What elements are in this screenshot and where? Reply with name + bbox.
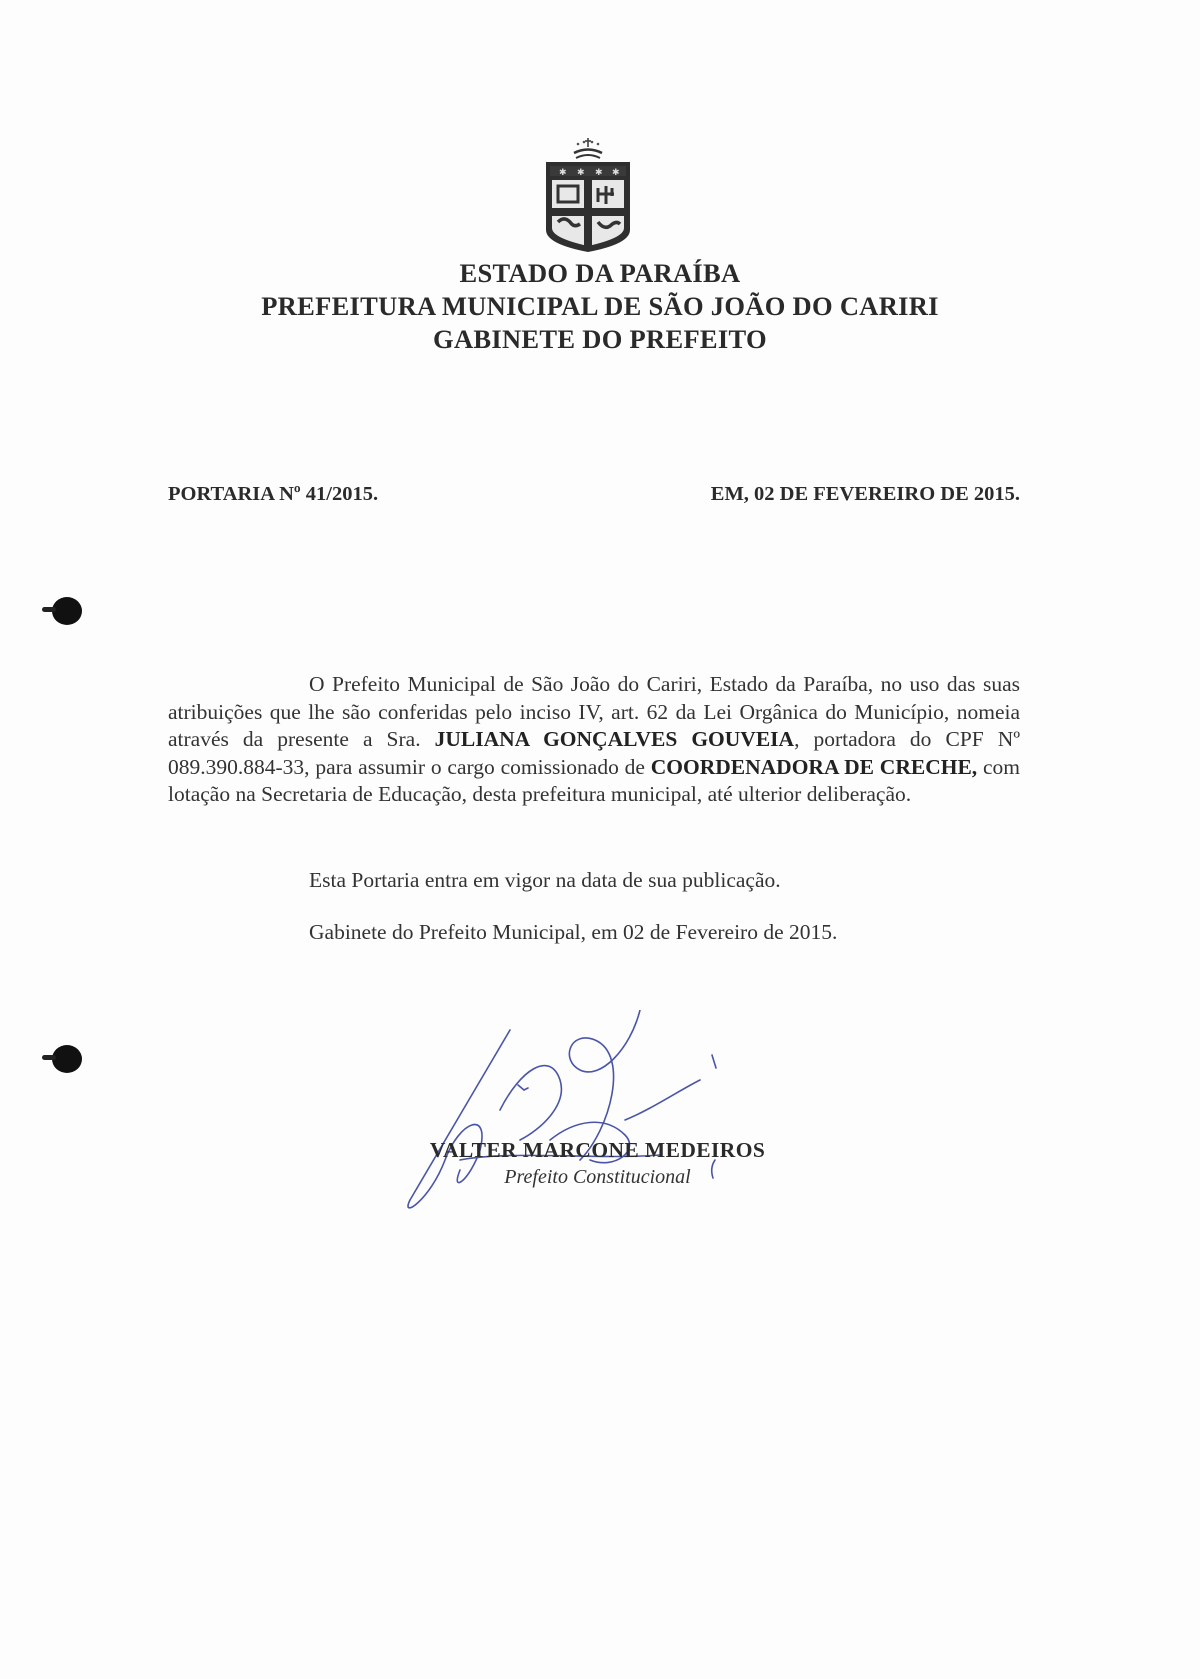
signatory-title: Prefeito Constitucional (504, 1166, 691, 1188)
appointed-role: COORDENADORA DE CRECHE, (650, 754, 978, 779)
header-municipality: PREFEITURA MUNICIPAL DE SÃO JOÃO DO CARIRI (261, 291, 939, 321)
portaria-number: PORTARIA Nº 41/2015. (168, 483, 379, 505)
document-header (0, 257, 1200, 356)
svg-text:✱: ✱ (595, 168, 603, 178)
svg-text:✱: ✱ (577, 168, 585, 178)
portaria-date: EM, 02 DE FEVEREIRO DE 2015. (710, 483, 1020, 505)
document-body (168, 671, 1021, 944)
svg-text:✱: ✱ (612, 168, 620, 178)
signatory-name: VALTER MARCONE MEDEIROS (429, 1138, 766, 1162)
appointee-name: JULIANA GONÇALVES GOUVEIA (434, 727, 795, 751)
appointment-paragraph: O Prefeito Municipal de São João do Cariri, Estado da Paraíba, no uso das suas atribuições que lhe são conferidas pelo inciso IV, art. 62 da Lei Orgânica do Município, nomeia através da presente a Sra. JULIANA GONÇALVES GOUVEIA, portadora do CPF Nº 089.390.884-33, para assumir o cargo comissionado de COORDENADORA DE CRECHE, com lotação na Secretaria de Educação, desta prefeitura municipal, até ulterior deliberação. (168, 672, 1021, 806)
svg-text:✱: ✱ (559, 168, 567, 178)
header-state: ESTADO DA PARAÍBA (459, 258, 741, 288)
header-office: GABINETE DO PREFEITO (433, 324, 767, 354)
closing-paragraph: Gabinete do Prefeito Municipal, em 02 de Fevereiro de 2015. (309, 920, 838, 944)
effective-date-paragraph: Esta Portaria entra em vigor na data de sua publicação. (309, 868, 781, 892)
hole-punch-mark (52, 1045, 82, 1073)
coat-of-arms-emblem (540, 138, 636, 254)
hole-punch-mark (52, 597, 82, 625)
